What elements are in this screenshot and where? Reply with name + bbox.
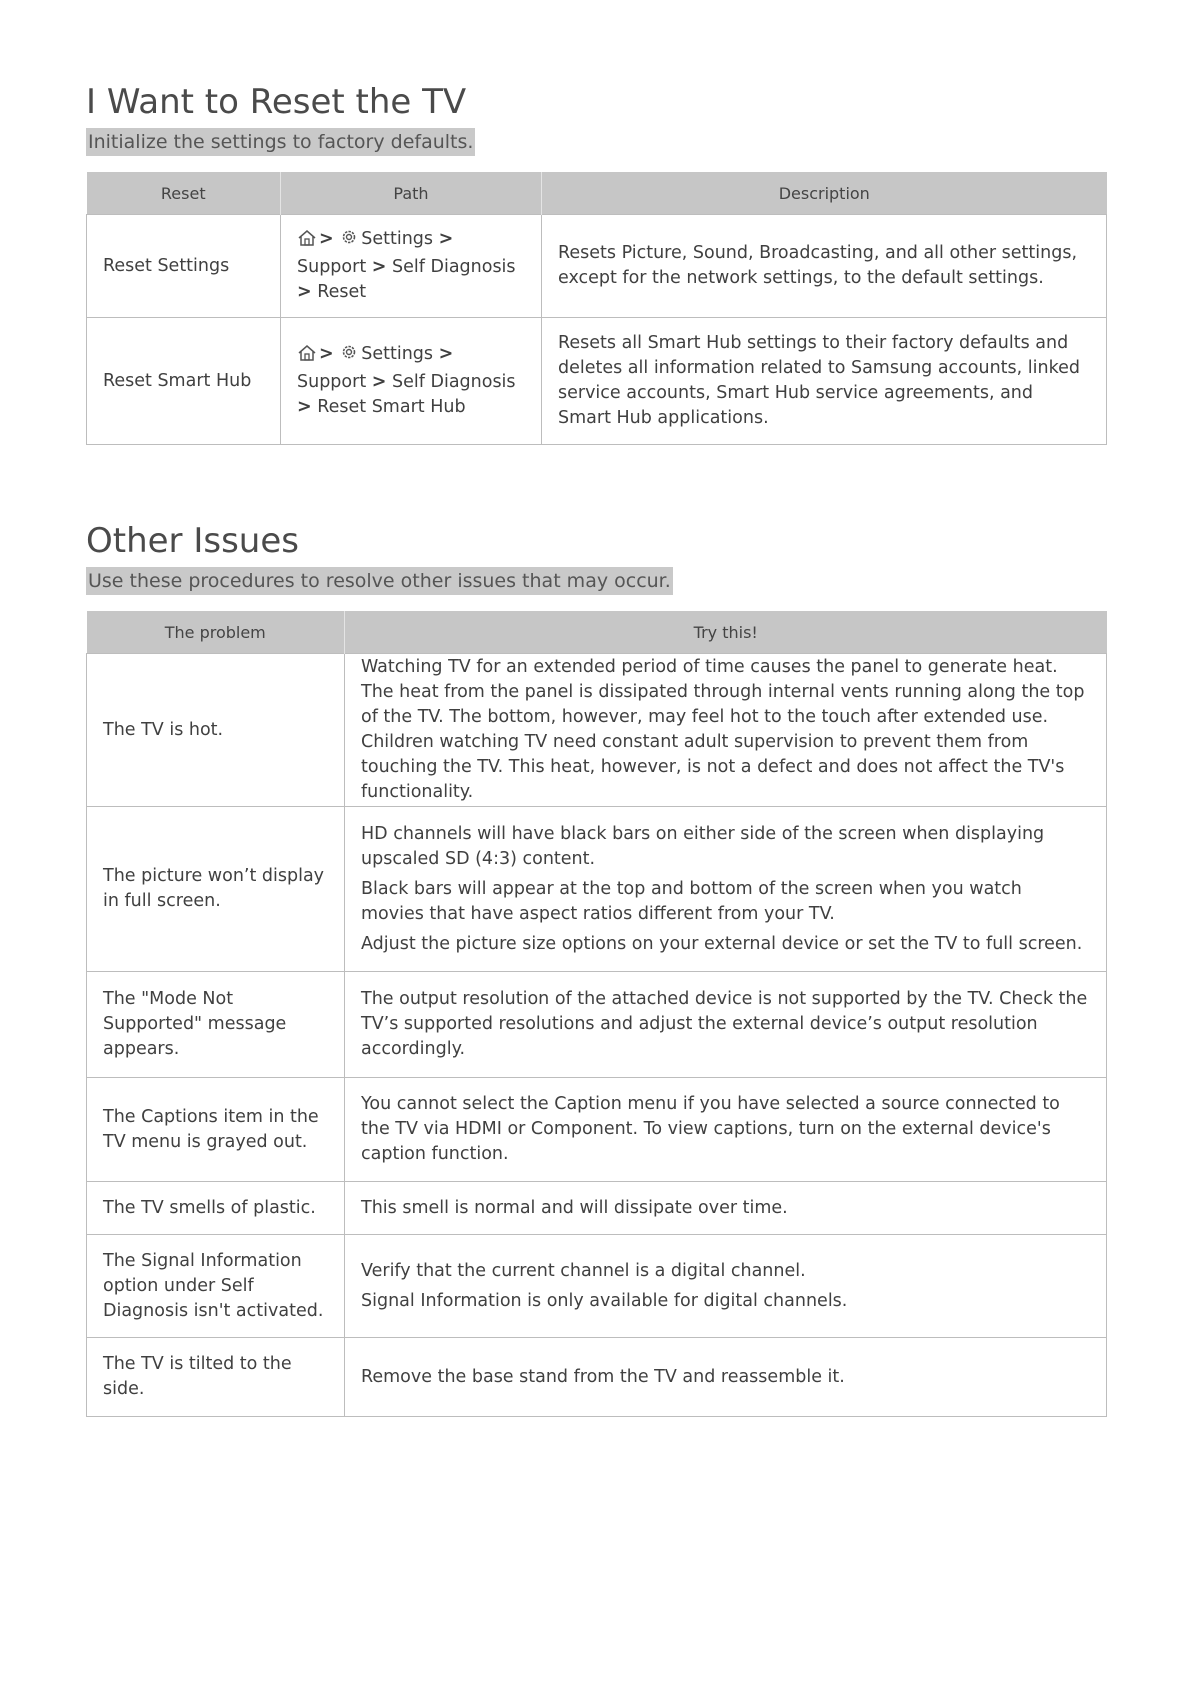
- chevron-right-icon: >: [297, 282, 312, 302]
- solution-text: You cannot select the Caption menu if you have selected a source connected to the TV via HDMI or Component. To view captions, turn on the external device's caption function.: [361, 1094, 1060, 1164]
- solution-cell: [345, 1338, 1107, 1417]
- reset-section: [86, 76, 1106, 445]
- path-last: Reset: [317, 282, 367, 302]
- table-row: [87, 1338, 1107, 1417]
- problem-cell: The TV smells of plastic.: [87, 1182, 345, 1235]
- home-icon: [297, 344, 317, 370]
- chevron-right-icon: >: [438, 344, 454, 364]
- solution-cell: [345, 972, 1107, 1078]
- table-row: [87, 1078, 1107, 1182]
- solution-text: HD channels will have black bars on either side of the screen when displaying upscaled SD (4:3) content.: [361, 823, 1045, 869]
- other-issues-section: [86, 515, 1106, 1417]
- chevron-right-icon: >: [371, 257, 387, 277]
- header-reset: Reset: [87, 172, 281, 215]
- solution-cell: [345, 1235, 1107, 1338]
- chevron-right-icon: >: [319, 344, 334, 364]
- chevron-right-icon: >: [371, 372, 387, 392]
- table-row: [87, 654, 1107, 807]
- reset-section-title: I Want to Reset the TV: [86, 82, 467, 122]
- path-support: Support: [297, 372, 367, 392]
- header-description: Description: [542, 172, 1107, 215]
- chevron-right-icon: >: [438, 229, 454, 249]
- problem-cell: The Signal Information option under Self Diagnosis isn't activated.: [87, 1235, 345, 1338]
- reset-section-subtitle: Initialize the settings to factory defaults.: [86, 128, 475, 156]
- table-row: [87, 972, 1107, 1078]
- table-row: [87, 215, 1107, 318]
- problem-cell: The TV is tilted to the side.: [87, 1338, 345, 1417]
- table-row: [87, 807, 1107, 972]
- solution-text: Signal Information is only available for digital channels.: [361, 1290, 848, 1311]
- solution-text: The output resolution of the attached device is not supported by the TV. Check the TV’s supported resolutions and adjust the external device’s output resolution accordingly.: [361, 989, 1088, 1059]
- solution-cell: [345, 1078, 1107, 1182]
- manual-page: [86, 76, 1106, 1417]
- header-try-this: Try this!: [345, 611, 1107, 654]
- gear-icon: [339, 342, 359, 370]
- path-last: Reset Smart Hub: [317, 397, 466, 417]
- reset-table-header: [87, 172, 1107, 215]
- other-issues-subtitle: Use these procedures to resolve other issues that may occur.: [86, 567, 673, 595]
- solution-text: Black bars will appear at the top and bottom of the screen when you watch movies that have aspect ratios different from your TV.: [361, 878, 1022, 924]
- solution-text: Remove the base stand from the TV and reassemble it.: [361, 1366, 845, 1387]
- other-issues-title: Other Issues: [86, 521, 299, 561]
- chevron-right-icon: >: [297, 397, 312, 417]
- problem-cell: The TV is hot.: [87, 654, 345, 807]
- problem-cell: The Captions item in the TV menu is grayed out.: [87, 1078, 345, 1182]
- problem-cell: The picture won’t display in full screen.: [87, 807, 345, 972]
- path-settings: Settings: [361, 344, 434, 364]
- path-self-diagnosis: Self Diagnosis: [392, 257, 516, 277]
- reset-name: Reset Settings: [87, 215, 281, 318]
- header-problem: The problem: [87, 611, 345, 654]
- gear-icon: [339, 227, 359, 255]
- problem-cell: The "Mode Not Supported" message appears.: [87, 972, 345, 1078]
- header-path: Path: [281, 172, 542, 215]
- solution-text: Verify that the current channel is a digital channel.: [361, 1260, 806, 1281]
- chevron-right-icon: >: [319, 229, 334, 249]
- solution-text: This smell is normal and will dissipate over time.: [361, 1197, 788, 1218]
- solution-text: Watching TV for an extended period of time causes the panel to generate heat. The heat from the panel is dissipated through internal vents running along the top of the TV. The bottom, however, may feel hot to the touch after extended use. Children watching TV need constant adult supervision to prevent them from touching the TV. This heat, however, is not a defect and does not affect the TV's functionality.: [361, 657, 1085, 802]
- reset-name: Reset Smart Hub: [87, 318, 281, 445]
- reset-table: [86, 172, 1107, 445]
- table-row: [87, 1182, 1107, 1235]
- home-icon: [297, 229, 317, 255]
- reset-description: Resets Picture, Sound, Broadcasting, and all other settings, except for the network settings, to the default settings.: [542, 215, 1107, 318]
- solution-text: Adjust the picture size options on your external device or set the TV to full screen.: [361, 933, 1083, 954]
- menu-path: [281, 215, 542, 318]
- path-settings: Settings: [361, 229, 434, 249]
- table-row: [87, 1235, 1107, 1338]
- solution-cell: [345, 807, 1107, 972]
- reset-description: Resets all Smart Hub settings to their factory defaults and deletes all information related to Samsung accounts, linked service accounts, Smart Hub service agreements, and Smart Hub applications.: [542, 318, 1107, 445]
- path-self-diagnosis: Self Diagnosis: [392, 372, 516, 392]
- path-support: Support: [297, 257, 367, 277]
- menu-path: [281, 318, 542, 445]
- issues-table-header: [87, 611, 1107, 654]
- solution-cell: [345, 654, 1107, 807]
- issues-table: [86, 611, 1107, 1417]
- solution-cell: [345, 1182, 1107, 1235]
- table-row: [87, 318, 1107, 445]
